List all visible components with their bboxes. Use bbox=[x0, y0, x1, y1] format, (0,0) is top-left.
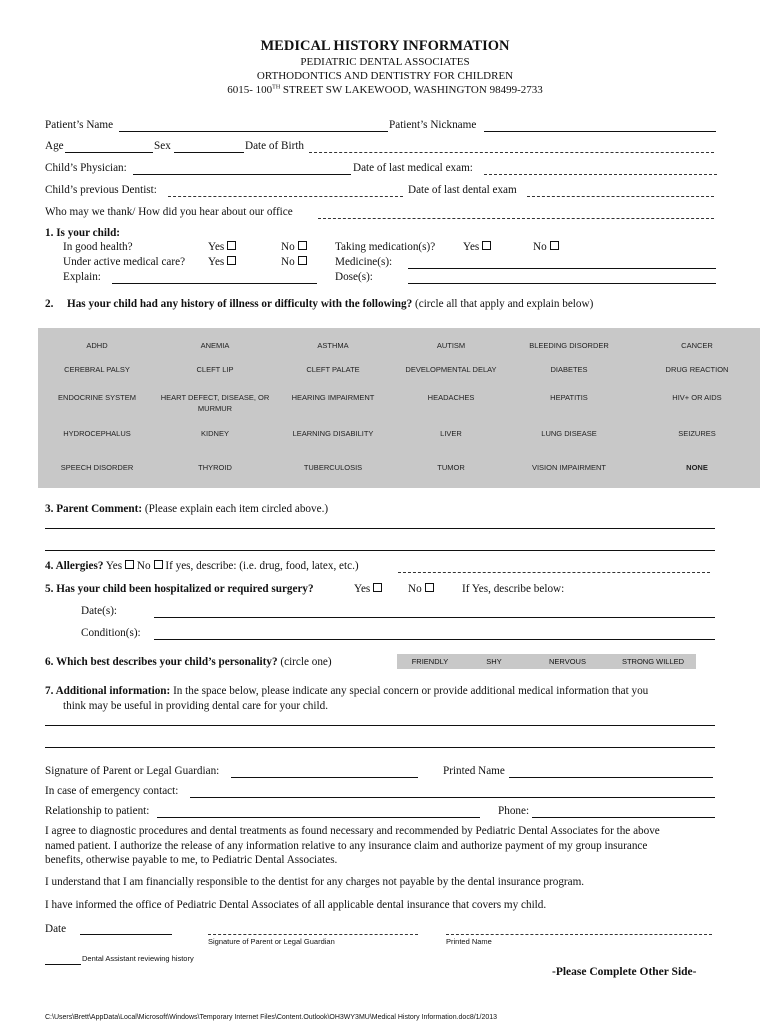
checkbox-icon[interactable] bbox=[154, 560, 163, 569]
checkbox-icon[interactable] bbox=[482, 241, 491, 250]
condition-option[interactable]: SEIZURES bbox=[678, 429, 716, 438]
doses-label: Dose(s): bbox=[335, 271, 373, 283]
age-field[interactable] bbox=[65, 152, 153, 153]
age-label: Age bbox=[45, 140, 64, 152]
additional-line-2[interactable] bbox=[45, 747, 715, 748]
patient-nickname-field[interactable] bbox=[484, 131, 716, 132]
checkbox-icon[interactable] bbox=[227, 241, 236, 250]
doses-field[interactable] bbox=[408, 283, 716, 284]
condition-option[interactable]: KIDNEY bbox=[201, 429, 229, 438]
condition-option[interactable]: HEARING IMPAIRMENT bbox=[291, 393, 375, 402]
q3-label: 3. Parent Comment: (Please explain each item circled above.) bbox=[45, 503, 329, 515]
emergency-field[interactable] bbox=[190, 797, 715, 798]
q7-line-1: 7. Additional information: In the space below, please indicate any special concern or provide additional medical information that you bbox=[45, 685, 649, 697]
q2-question: Has your child had any history of illness or difficulty with the following? (circle all that apply and explain below) bbox=[67, 298, 594, 310]
practice-name: PEDIATRIC DENTAL ASSOCIATES bbox=[300, 56, 470, 68]
practice-address: 6015- 100TH STREET SW LAKEWOOD, WASHINGTON 98499-2733 bbox=[227, 84, 543, 96]
explain-label: Explain: bbox=[63, 271, 101, 283]
condition-option[interactable]: NONE bbox=[686, 463, 708, 472]
guardian-signature-caption: Signature of Parent or Legal Guardian bbox=[208, 937, 335, 946]
insurance-statement: I have informed the office of Pediatric Dental Associates of all applicable dental insurance that covers my child. bbox=[45, 899, 547, 911]
condition-option[interactable]: HEPATITIS bbox=[550, 393, 588, 402]
referral-label: Who may we thank/ How did you hear about our office bbox=[45, 206, 293, 218]
agreement-line-2: named patient. I authorize the release of any information relative to any insurance claim and authorize payment of my group insurance bbox=[45, 840, 648, 852]
condition-option[interactable]: ANEMIA bbox=[200, 341, 230, 350]
q4-row: 4. Allergies? Yes No If yes, describe: (i.e. drug, food, latex, etc.) bbox=[45, 560, 359, 572]
phone-label: Phone: bbox=[498, 805, 530, 817]
agreement-line-1: I agree to diagnostic procedures and dental treatments as found necessary and recommended by Pediatric Dental Associates for the above bbox=[45, 825, 660, 837]
last-dental-label: Date of last dental exam bbox=[408, 184, 517, 196]
condition-option[interactable]: LUNG DISEASE bbox=[541, 429, 597, 438]
physician-label: Child’s Physician: bbox=[45, 162, 127, 174]
q6-label: 6. Which best describes your child’s personality? (circle one) bbox=[45, 656, 332, 668]
condition-option[interactable]: DRUG REACTION bbox=[665, 365, 729, 374]
printed-name-label: Printed Name bbox=[443, 765, 505, 777]
assistant-initials-field[interactable] bbox=[45, 964, 81, 965]
condition-option[interactable]: VISION IMPAIRMENT bbox=[531, 463, 607, 472]
hospitalized-yes[interactable]: Yes bbox=[354, 583, 382, 595]
condition-option[interactable]: CANCER bbox=[681, 341, 713, 350]
condition-option[interactable]: SPEECH DISORDER bbox=[60, 463, 134, 472]
condition-option[interactable]: HIV+ OR AIDS bbox=[672, 393, 722, 402]
good-health-no[interactable]: No bbox=[281, 241, 307, 253]
date-field[interactable] bbox=[80, 934, 172, 935]
medicines-field[interactable] bbox=[408, 268, 716, 269]
referral-field[interactable] bbox=[318, 218, 714, 219]
last-dental-field[interactable] bbox=[527, 196, 714, 197]
checkbox-icon[interactable] bbox=[298, 241, 307, 250]
financial-statement: I understand that I am financially responsible to the dentist for any charges not payable by the dental insurance program. bbox=[45, 876, 585, 888]
date-label: Date bbox=[45, 923, 67, 935]
q2-number: 2. bbox=[45, 298, 54, 310]
other-side-note: -Please Complete Other Side- bbox=[552, 966, 697, 978]
dob-label: Date of Birth bbox=[245, 140, 305, 152]
allergies-no[interactable]: No bbox=[137, 560, 163, 572]
condition-option[interactable]: ADHD bbox=[86, 341, 108, 350]
personality-shy[interactable]: SHY bbox=[463, 654, 525, 669]
condition-option[interactable]: CLEFT LIP bbox=[196, 365, 234, 374]
good-health-label: In good health? bbox=[63, 241, 133, 253]
checkbox-icon[interactable] bbox=[298, 256, 307, 265]
condition-option[interactable]: LEARNING DISABILITY bbox=[292, 429, 374, 438]
last-medical-field[interactable] bbox=[484, 174, 717, 175]
guardian-signature-field[interactable] bbox=[208, 934, 418, 935]
signature-field[interactable] bbox=[231, 777, 418, 778]
form-title: MEDICAL HISTORY INFORMATION bbox=[260, 38, 510, 54]
hospitalized-no[interactable]: No bbox=[408, 583, 434, 595]
condition-option[interactable]: DEVELOPMENTAL DELAY bbox=[405, 365, 497, 374]
patient-nickname-label: Patient’s Nickname bbox=[389, 119, 477, 131]
checkbox-icon[interactable] bbox=[425, 583, 434, 592]
q1-label: 1. Is your child: bbox=[45, 227, 121, 239]
allergies-yes[interactable]: Yes bbox=[106, 560, 134, 572]
checkbox-icon[interactable] bbox=[550, 241, 559, 250]
sex-label: Sex bbox=[154, 140, 171, 152]
signature-label: Signature of Parent or Legal Guardian: bbox=[45, 765, 220, 777]
under-care-label: Under active medical care? bbox=[63, 256, 186, 268]
agreement-line-3: benefits, otherwise payable to me, to Pediatric Dental Associates. bbox=[45, 854, 338, 866]
taking-meds-yes[interactable]: Yes bbox=[463, 241, 491, 253]
condition-option[interactable]: ASTHMA bbox=[317, 341, 349, 350]
condition-option[interactable]: LIVER bbox=[440, 429, 462, 438]
file-path: C:\Users\Brett\AppData\Local\Microsoft\Windows\Temporary Internet Files\Content.Outlook\OH3WY3MU\Medical History Information.doc8/1/2013 bbox=[45, 1014, 498, 1021]
physician-field[interactable] bbox=[133, 174, 351, 175]
taking-meds-label: Taking medication(s)? bbox=[335, 241, 436, 253]
previous-dentist-field[interactable] bbox=[168, 196, 403, 197]
personality-strong-willed[interactable]: STRONG WILLED bbox=[610, 654, 696, 669]
medicines-label: Medicine(s): bbox=[335, 256, 393, 268]
condition-option[interactable]: HYDROCEPHALUS bbox=[63, 429, 131, 438]
printed-name-bottom-field[interactable] bbox=[446, 934, 712, 935]
dob-field[interactable] bbox=[309, 152, 714, 153]
dates-field[interactable] bbox=[154, 617, 715, 618]
sex-field[interactable] bbox=[174, 152, 244, 153]
condition-option[interactable]: CEREBRAL PALSY bbox=[64, 365, 130, 374]
conditions-grid bbox=[38, 328, 760, 488]
assistant-caption: Dental Assistant reviewing history bbox=[82, 954, 194, 963]
phone-field[interactable] bbox=[532, 817, 715, 818]
explain-field[interactable] bbox=[112, 283, 317, 284]
patient-name-field[interactable] bbox=[119, 131, 388, 132]
comment-line-1[interactable] bbox=[45, 528, 715, 529]
condition-option[interactable]: BLEEDING DISORDER bbox=[529, 341, 609, 350]
condition-option[interactable]: TUBERCULOSIS bbox=[303, 463, 363, 472]
emergency-label: In case of emergency contact: bbox=[45, 785, 179, 797]
conditions-field[interactable] bbox=[154, 639, 715, 640]
conditions-label: Condition(s): bbox=[81, 627, 141, 639]
q7-line-2: think may be useful in providing dental care for your child. bbox=[63, 700, 329, 712]
practice-subtitle: ORTHODONTICS AND DENTISTRY FOR CHILDREN bbox=[256, 70, 514, 82]
printed-name-caption: Printed Name bbox=[446, 937, 492, 946]
condition-option[interactable]: TUMOR bbox=[437, 463, 465, 472]
additional-line-1[interactable] bbox=[45, 725, 715, 726]
relationship-label: Relationship to patient: bbox=[45, 805, 150, 817]
under-care-yes[interactable]: Yes bbox=[208, 256, 236, 268]
q5-label: 5. Has your child been hospitalized or required surgery? bbox=[45, 583, 314, 595]
condition-option[interactable]: DIABETES bbox=[550, 365, 588, 374]
printed-name-field[interactable] bbox=[509, 777, 713, 778]
personality-friendly[interactable]: FRIENDLY bbox=[397, 654, 463, 669]
previous-dentist-label: Child’s previous Dentist: bbox=[45, 184, 157, 196]
under-care-no[interactable]: No bbox=[281, 256, 307, 268]
condition-option[interactable]: AUTISM bbox=[436, 341, 466, 350]
patient-name-label: Patient’s Name bbox=[45, 119, 114, 131]
condition-option[interactable]: HEADACHES bbox=[427, 393, 475, 402]
checkbox-icon[interactable] bbox=[373, 583, 382, 592]
last-medical-label: Date of last medical exam: bbox=[353, 162, 473, 174]
condition-option[interactable]: HEART DEFECT, DISEASE, OR MURMUR bbox=[160, 393, 270, 413]
relationship-field[interactable] bbox=[157, 817, 480, 818]
good-health-yes[interactable]: Yes bbox=[208, 241, 236, 253]
condition-option[interactable]: ENDOCRINE SYSTEM bbox=[58, 393, 136, 402]
allergies-field[interactable] bbox=[398, 572, 710, 573]
dates-label: Date(s): bbox=[81, 605, 118, 617]
checkbox-icon[interactable] bbox=[125, 560, 134, 569]
comment-line-2[interactable] bbox=[45, 550, 715, 551]
personality-nervous[interactable]: NERVOUS bbox=[525, 654, 610, 669]
taking-meds-no[interactable]: No bbox=[533, 241, 559, 253]
condition-option[interactable]: CLEFT PALATE bbox=[306, 365, 360, 374]
checkbox-icon[interactable] bbox=[227, 256, 236, 265]
condition-option[interactable]: THYROID bbox=[198, 463, 232, 472]
hospitalized-describe: If Yes, describe below: bbox=[462, 583, 565, 595]
